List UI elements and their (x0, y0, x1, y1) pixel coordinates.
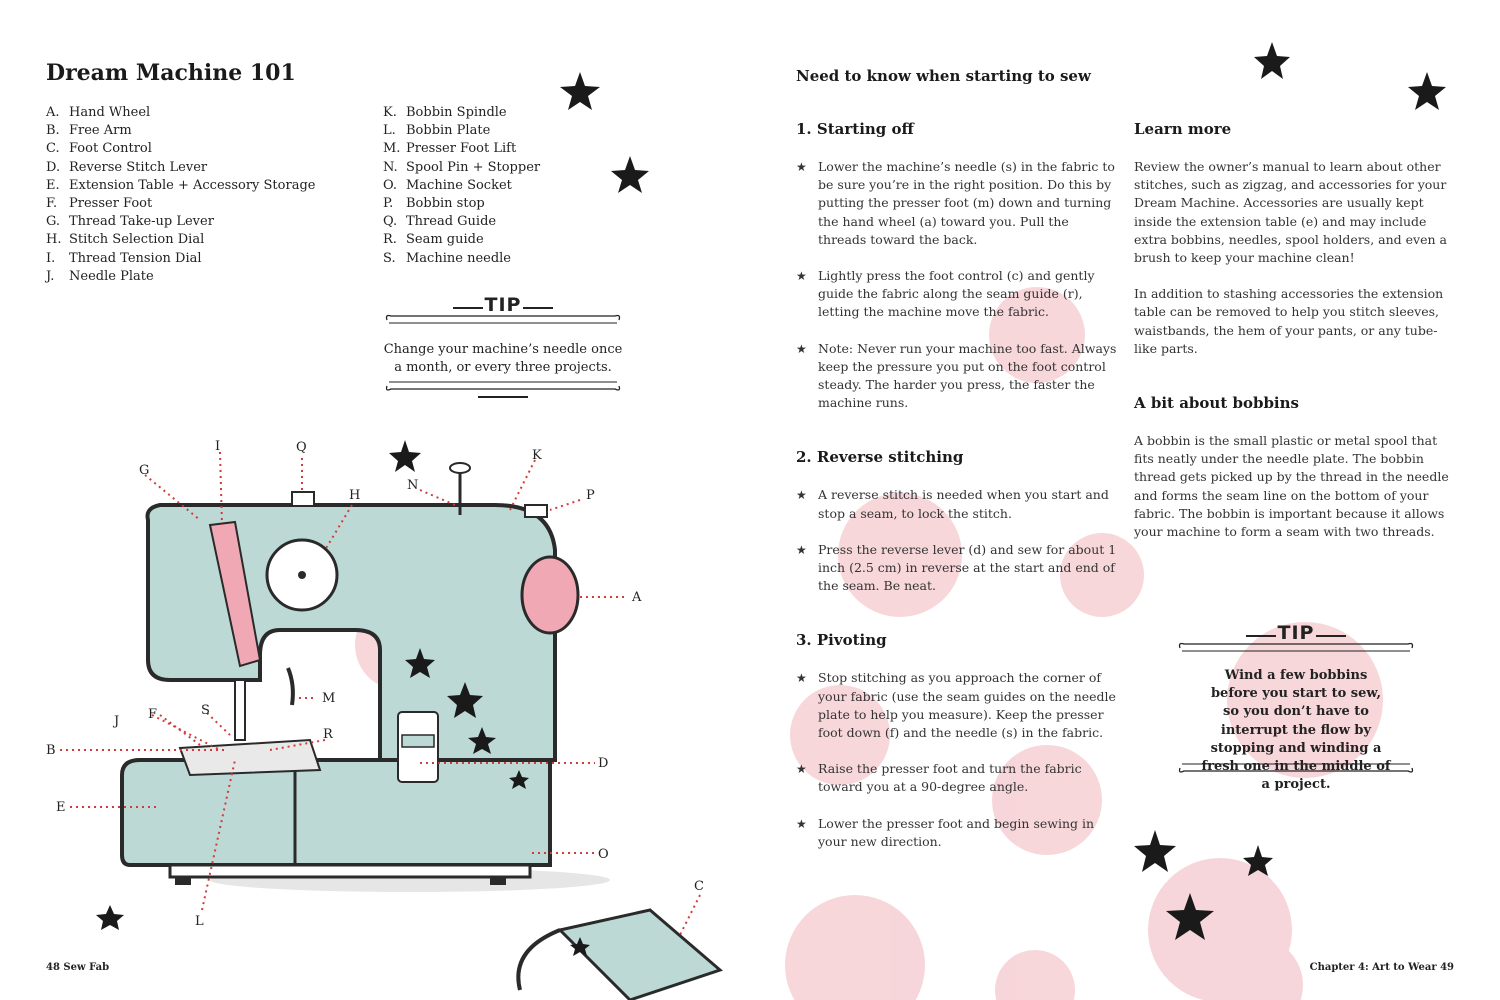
list-item: Q. Thread Guide (383, 214, 497, 230)
list-item: ★ Lower the machine’s needle (s) in the fabric to be sure you’re in the right position. Do this by putting the presser foot (m) down and turning the hand wheel (a) toward you. Pull the threads toward the back. (796, 159, 1115, 247)
list-item: N. Spool Pin + Stopper (383, 159, 541, 175)
tip-text: Wind a few bobbins before you start to sew, so you don’t have to interrupt the flow by stopping and winding a fresh one in the middle of a project. (1201, 668, 1391, 793)
callout-k: K (532, 448, 542, 463)
callout-o: O (598, 847, 609, 862)
callout-s: S (201, 703, 210, 718)
parts-list-col1 (46, 104, 366, 286)
list-item: C. Foot Control (46, 141, 152, 157)
list-item: R. Seam guide (383, 232, 484, 248)
section-title: 1. Starting off (796, 120, 914, 138)
page-folio-right: Chapter 4: Art to Wear 49 (1309, 962, 1454, 973)
list-item: S. Machine needle (383, 250, 512, 266)
info-column (1134, 120, 1459, 541)
star-icon (1254, 42, 1290, 79)
tip-text: Change your machine’s needle once a month, or every three projects. (383, 342, 623, 376)
list-item: L. Bobbin Plate (383, 123, 491, 139)
section-title: 3. Pivoting (796, 631, 887, 650)
star-bullet-icon: ★ (796, 269, 807, 284)
list-item: ★ Stop stitching as you approach the corner of your fabric (use the seam guides on the needle plate to help you measure). Keep the presser foot down (f) and the needle (s) in the fabric. (796, 670, 1116, 741)
tip-label: TIP (1277, 622, 1315, 644)
tip-box-right (1176, 620, 1416, 793)
list-item: A. Hand Wheel (46, 105, 151, 120)
list-item: ★ Press the reverse lever (d) and sew for about 1 inch (2.5 cm) in reverse at the start and end of the seam. Be neat. (796, 541, 1117, 594)
list-item: K. Bobbin Spindle (383, 105, 507, 120)
list-item: D. Reverse Stitch Lever (46, 159, 208, 175)
callout-a: A (632, 590, 642, 605)
callout-r: R (323, 727, 333, 742)
page-folio-left: 48 Sew Fab (46, 962, 110, 973)
list-item: ★ Note: Never run your machine too fast. Always keep the pressure you put on the foot control steady. The harder you press, the faster the machine runs. (796, 340, 1117, 411)
list-item: ★ A reverse stitch is needed when you start and stop a seam, to lock the stitch. (796, 487, 1109, 521)
callout-d: D (598, 756, 609, 771)
star-icon (1408, 72, 1446, 110)
sewing-machine-illustration (30, 430, 730, 1000)
list-item: ★ Lower the presser foot and begin sewing in your new direction. (796, 815, 1095, 849)
star-bullet-icon: ★ (796, 341, 807, 356)
list-item: B. Free Arm (46, 123, 132, 139)
callout-l: L (195, 914, 204, 929)
parts-list-col2 (383, 104, 623, 268)
star-icon (1134, 830, 1176, 872)
section-title: 2. Reverse stitching (796, 448, 964, 467)
callout-q: Q (296, 440, 307, 455)
tip-ornament-bottom (383, 378, 623, 402)
tip-label: TIP (484, 294, 522, 316)
list-item: I. Thread Tension Dial (46, 250, 202, 266)
callout-f: F (148, 707, 158, 722)
instructions-column (796, 120, 1121, 869)
paragraph: In addition to stashing accessories the extension table can be removed to help you stitch sleeves, waistbands, the hem of your pants, or any tube-like parts. (1134, 286, 1444, 356)
section-title: A bit about bobbins (1134, 394, 1299, 413)
list-item: F. Presser Foot (46, 195, 153, 211)
paragraph: A bobbin is the small plastic or metal spool that fits neatly under the needle plate. The bobbin thread gets picked up by the thread in the needle and forms the seam line on the bottom of your fabric. The bobbin is important because it allows your machine to form a seam with two threads. (1134, 433, 1449, 540)
callout-p: P (586, 488, 595, 503)
star-bullet-icon: ★ (796, 160, 807, 174)
tip-box-left (383, 292, 623, 402)
callout-h: H (349, 488, 361, 503)
list-item: ★ Lightly press the foot control (c) and gently guide the fabric along the seam guide (r), letting the machine move the fabric. (796, 268, 1095, 320)
callout-n: N (407, 478, 419, 493)
callout-e: E (56, 800, 66, 815)
callout-m: M (322, 691, 336, 706)
list-item: H. Stitch Selection Dial (46, 232, 205, 248)
star-bullet-icon: ★ (796, 488, 807, 503)
star-bullet-icon: ★ (796, 671, 807, 686)
tip-ornament-bottom (1176, 760, 1416, 780)
star-bullet-icon: ★ (796, 542, 807, 557)
section-title: Learn more (1134, 120, 1232, 138)
page-title: Dream Machine 101 (46, 60, 296, 86)
list-item: J. Needle Plate (46, 268, 154, 284)
callout-b: B (46, 743, 56, 758)
callout-g: G (139, 463, 150, 478)
list-item: P. Bobbin stop (383, 195, 485, 211)
paragraph: Review the owner’s manual to learn about other stitches, such as zigzag, and accessories for your Dream Machine. Accessories are usually kept inside the extension table (e) and may include extra bobbins, needles, spool holders, and even a brush to keep your machine clean! (1134, 159, 1447, 266)
right-page-heading: Need to know when starting to sew (796, 67, 1091, 85)
list-item: M. Presser Foot Lift (383, 141, 517, 157)
callout-i: I (215, 439, 221, 454)
list-item: O. Machine Socket (383, 177, 512, 193)
list-item: G. Thread Take-up Lever (46, 214, 214, 230)
star-bullet-icon: ★ (796, 762, 807, 777)
list-item: E. Extension Table + Accessory Storage (46, 177, 316, 193)
list-item: ★ Raise the presser foot and turn the fabric toward you at a 90-degree angle. (796, 761, 1082, 795)
callout-c: C (694, 879, 704, 894)
star-bullet-icon: ★ (796, 816, 807, 831)
callout-j: J (114, 714, 120, 729)
